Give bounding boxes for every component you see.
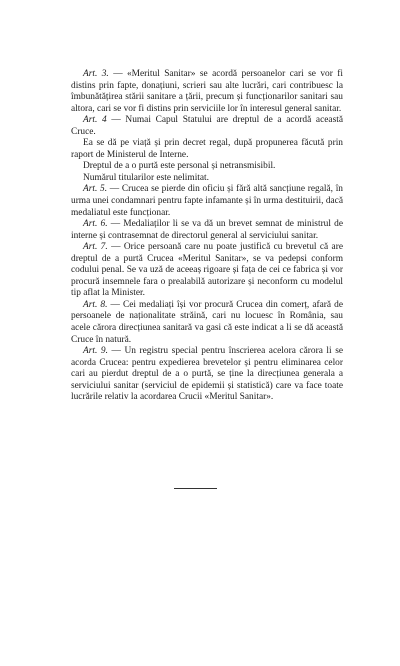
article-3 bbox=[71, 69, 343, 115]
article-label: Art. 6. bbox=[83, 219, 108, 230]
article-4 bbox=[71, 115, 343, 138]
section-end-rule bbox=[174, 488, 217, 489]
article-7 bbox=[71, 242, 343, 300]
article-text: — Crucea se pierde din oficiu și fără altă sancțiune regală, în urma unei condamnari pentru fapte infamante și în urma destituirii, dacă medaliatul este funcționar. bbox=[71, 184, 343, 218]
article-9 bbox=[71, 346, 343, 404]
article-text: — «Meritul Sanitar» se acordă persoanelor cari se vor fi distins prin fapte, donațiuni, scrieri sau alte lucrări, cari contribuesc la îmbunătățirea stării sanitare a țării, precum și funcționarilor sanitari sau altora, cari se vor fi distins prin serviciile lor în interesul general sanitar. bbox=[71, 69, 343, 114]
article-8 bbox=[71, 300, 343, 346]
paragraph-titular-count bbox=[71, 173, 343, 185]
paragraph-text: Numărul titularilor este nelimitat. bbox=[83, 172, 210, 183]
paragraph-text: Ea se dă pe viață și prin decret regal, după propunerea făcută prin raport de Ministerul de Interne. bbox=[71, 138, 343, 160]
article-label: Art. 9. bbox=[83, 346, 108, 357]
article-text: — Numai Capul Statului are dreptul de a acordă această Cruce. bbox=[71, 115, 343, 137]
article-6 bbox=[71, 219, 343, 242]
article-label: Art. 5. bbox=[83, 184, 108, 195]
article-5 bbox=[71, 184, 343, 219]
article-text: — Cei medaliați își vor procură Crucea din comerț, afară de persoanele de naționalitate străină, cari nu locuesc în România, sau acele cărora direcțiunea sanitară va gasi că este indicat a li se dă această Cruce în natură. bbox=[71, 299, 344, 345]
article-text: — Medaliaților li se va dă un brevet semnat de ministrul de interne și contrasemnat de directorul general al serviciului sanitar. bbox=[71, 219, 344, 241]
article-label: Art. 3. bbox=[83, 69, 109, 79]
paragraph-decree bbox=[71, 138, 343, 161]
article-text: — Orice persoană care nu poate justifică cu brevetul că are dreptul de a purtă Crucea «Meritul Sanitar», se va pedepsi conform codului penal. Se va uză de aceeaș rigoare și fața de cei ce fabrica și vor procură insemnele fara o prealabilă autorizare și neconform cu modelul tip aflat la Minister. bbox=[71, 242, 343, 299]
article-text: — Un registru special pentru înscrierea acelora cărora li se acorda Crucea: pentru expedierea brevetelor și pentru eliminarea celor cari au pierdut dreptul de a o purtă, se ține la direcțiunea generala a serviciului sanitar (serviciul de epidemii și statistică) care va face toate lucrările relativ la acordarea Crucii «Meritul Sanitar». bbox=[71, 346, 344, 403]
document-body bbox=[71, 69, 343, 404]
article-label: Art. 7. bbox=[83, 242, 108, 253]
paragraph-text: Dreptul de a o purtă este personal și netransmisibil. bbox=[83, 161, 276, 172]
article-label: Art. 8. bbox=[83, 299, 108, 310]
article-label: Art. 4 bbox=[83, 115, 107, 126]
paragraph-personal-right bbox=[71, 161, 343, 173]
